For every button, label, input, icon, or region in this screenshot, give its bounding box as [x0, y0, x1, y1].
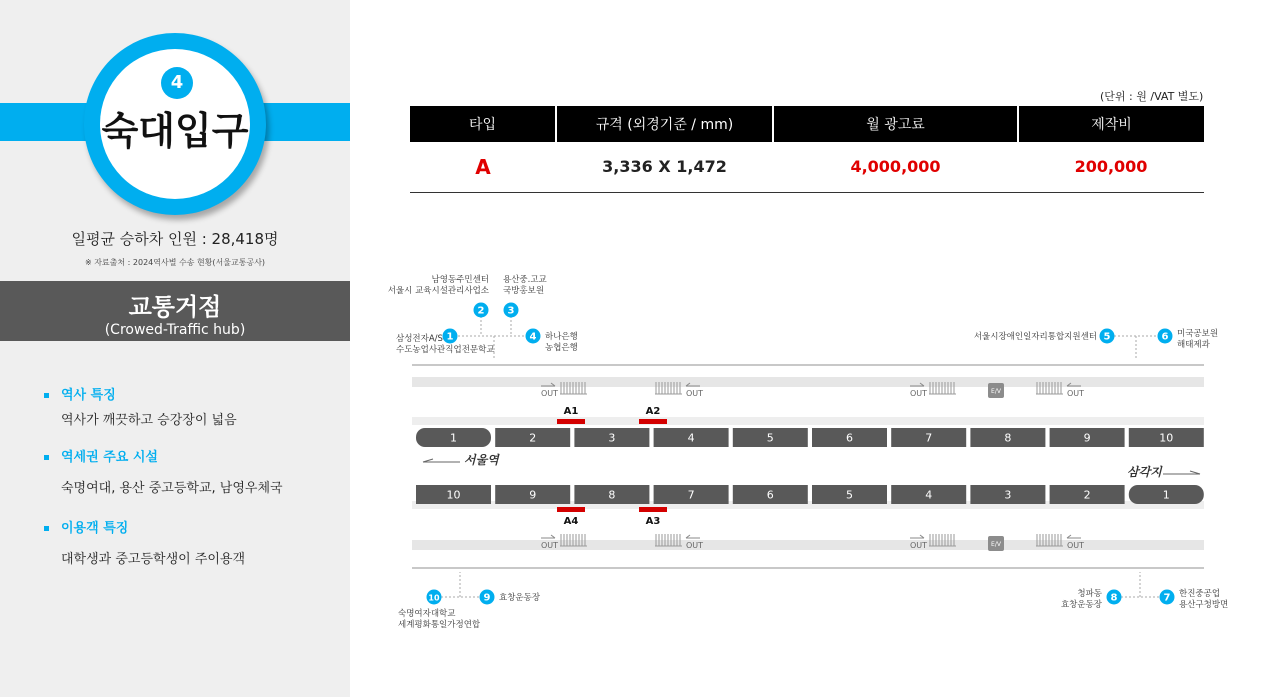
- train-car-number: 3: [1004, 488, 1012, 502]
- elevator-label: E/V: [991, 388, 1001, 395]
- train-car-number: 10: [446, 488, 461, 502]
- exit-label: 남영동주민센터: [431, 275, 489, 285]
- train-car-number: 7: [687, 488, 695, 502]
- exit-label: 하나은행: [545, 332, 578, 342]
- cell-production-cost: 200,000: [1018, 142, 1204, 192]
- train-car-number: 2: [529, 431, 537, 445]
- direction-arrow-icon: [1067, 535, 1081, 538]
- hub-title: 교통거점: [128, 293, 222, 321]
- exit-label: 용산구청방면: [1179, 600, 1229, 610]
- train-car-number: 4: [925, 488, 933, 502]
- direction-left-label: 서울역: [464, 453, 499, 467]
- exit-number: 9: [483, 592, 491, 604]
- exit-number: 10: [428, 593, 440, 603]
- feature-desc: 역사가 깨끗하고 승강장이 넓음: [61, 413, 237, 428]
- exit-number: 7: [1163, 592, 1171, 604]
- out-label: OUT: [541, 541, 559, 550]
- feature-desc: 대학생과 중고등학생이 주이용객: [61, 552, 246, 567]
- ad-position-marker: [557, 419, 585, 424]
- exit-label: 해태제과: [1177, 340, 1210, 350]
- train-car-number: 1: [450, 431, 457, 445]
- ad-position-label: A3: [645, 516, 661, 527]
- hub-subtitle: (Crowed-Traffic hub): [104, 322, 246, 338]
- header-type: 타입: [410, 106, 556, 142]
- train-car-number: 6: [846, 431, 853, 445]
- cell-spec: 3,336 X 1,472: [556, 142, 773, 192]
- exit-label: 세계평화통일가정연합: [398, 620, 481, 630]
- elevator-label: E/V: [991, 541, 1001, 548]
- header-spec: 규격 (외경기준 / mm): [556, 106, 773, 142]
- ad-position-label: A2: [645, 406, 661, 417]
- exit-number: 3: [507, 305, 515, 317]
- feature-title: 이용객 특징: [61, 521, 129, 536]
- exit-label: 서울시 교육시설관리사업소: [387, 286, 489, 296]
- train-car-number: 10: [1159, 431, 1174, 445]
- direction-right-label: 삼각지: [1127, 465, 1162, 479]
- exit-number: 5: [1103, 331, 1111, 343]
- ridership-text: 일평균 승하차 인원 : 28,418명: [71, 230, 279, 248]
- exit-label: 농협은행: [545, 343, 578, 353]
- train-car-number: 6: [766, 488, 774, 502]
- ad-position-marker: [639, 419, 667, 424]
- out-label: OUT: [910, 541, 928, 550]
- train-car-number: 8: [608, 488, 616, 502]
- ad-position-label: A1: [563, 406, 579, 417]
- out-label: OUT: [1067, 389, 1085, 398]
- exit-label: 국방홍보원: [503, 286, 545, 296]
- exit-label: 삼성전자A/S: [396, 334, 443, 344]
- cell-type: A: [410, 142, 556, 192]
- train-car-number: 5: [766, 431, 774, 445]
- train-car-number: 4: [687, 431, 695, 445]
- feature-desc: 숙명여대, 용산 중고등학교, 남영우체국: [61, 481, 283, 496]
- line-number-badge: 4: [161, 67, 193, 99]
- out-label: OUT: [910, 389, 928, 398]
- ad-position-marker: [557, 507, 585, 512]
- train-car-number: 5: [846, 488, 853, 502]
- exit-number: 8: [1110, 592, 1118, 604]
- exit-label: 효창운동장: [1060, 600, 1102, 610]
- exit-label: 미국공보원: [1177, 329, 1219, 339]
- ad-position-label: A4: [563, 516, 579, 527]
- out-label: OUT: [686, 389, 704, 398]
- train-car-number: 8: [1004, 431, 1012, 445]
- exit-number: 4: [529, 331, 537, 343]
- train-car-number: 2: [1083, 488, 1091, 502]
- feature-title: 역사 특징: [61, 388, 116, 403]
- ad-position-marker: [639, 507, 667, 512]
- header-monthly-fee: 월 광고료: [773, 106, 1018, 142]
- exit-label: 용산중.고교: [503, 275, 547, 285]
- station-name: 숙대입구: [101, 109, 249, 153]
- direction-arrow-icon: [686, 535, 700, 538]
- unit-note: (단위 : 원 /VAT 별도): [1100, 90, 1204, 103]
- train-car-number: 7: [925, 431, 933, 445]
- out-label: OUT: [541, 389, 559, 398]
- out-label: OUT: [1067, 541, 1085, 550]
- exit-number: 6: [1161, 331, 1169, 343]
- source-note: ※ 자료출처 : 2024역사별 수송 현황(서울교통공사): [84, 258, 266, 267]
- exit-label: 한진중공업: [1179, 589, 1221, 599]
- exit-label: 숙명여자대학교: [398, 609, 456, 619]
- direction-arrow-icon: [541, 535, 555, 538]
- exit-label: 서울시장애인일자리통합지원센터: [973, 332, 1097, 342]
- cell-monthly-fee: 4,000,000: [773, 142, 1018, 192]
- exit-number: 1: [446, 331, 454, 343]
- direction-arrow-icon: [910, 535, 924, 538]
- train-car-number: 1: [1162, 488, 1170, 502]
- exit-label: 효창운동장: [499, 593, 541, 603]
- train-car-number: 9: [1083, 431, 1091, 445]
- exit-number: 2: [477, 305, 485, 317]
- header-production-cost: 제작비: [1018, 106, 1204, 142]
- train-car-number: 3: [608, 431, 616, 445]
- exit-label: 수도농업사관직업전문학교: [396, 345, 495, 355]
- train-car-number: 9: [529, 488, 537, 502]
- feature-title: 역세권 주요 시설: [61, 450, 158, 465]
- exit-label: 청파동: [1077, 589, 1102, 599]
- out-label: OUT: [686, 541, 704, 550]
